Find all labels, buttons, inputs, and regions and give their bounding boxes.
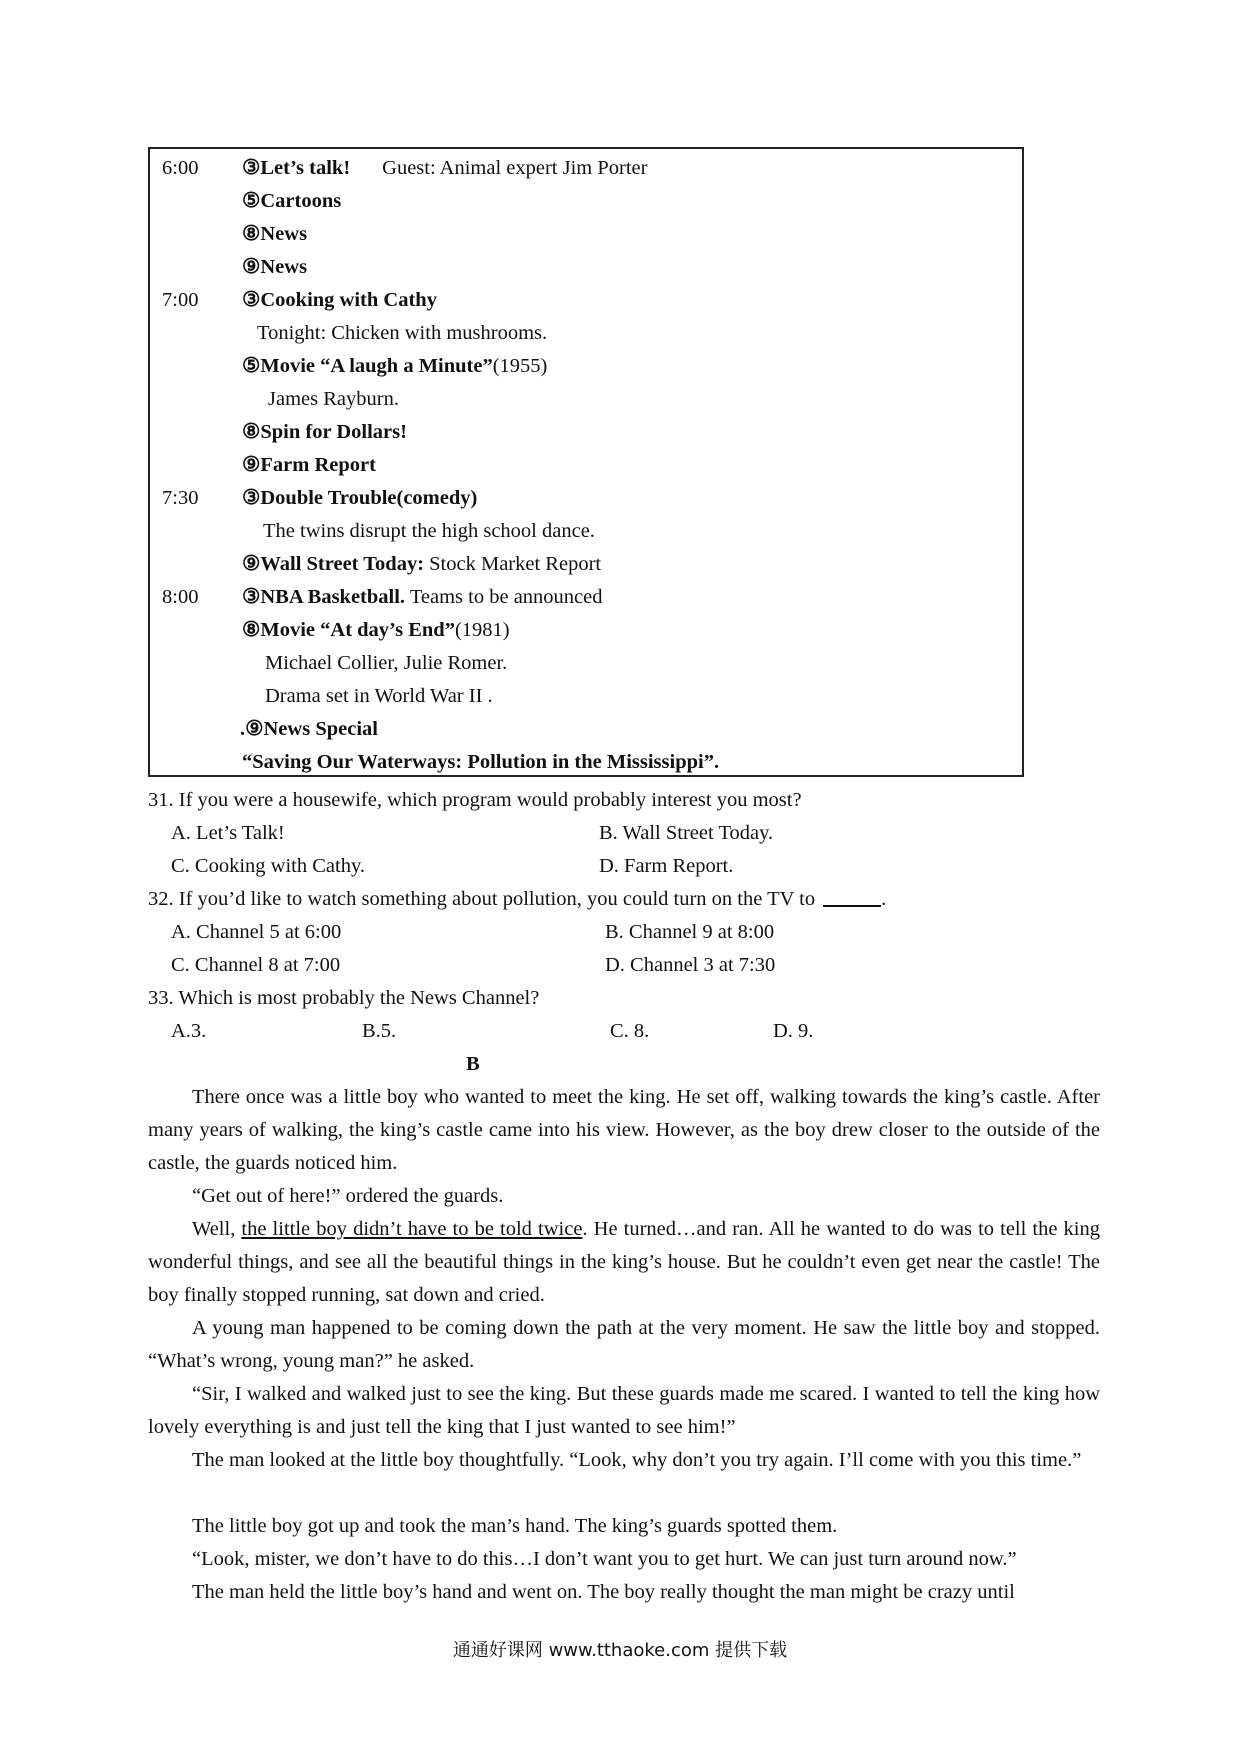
option-33-a[interactable]: A.3. [171, 1020, 207, 1042]
time-label: 6:00 [162, 157, 199, 179]
program-entry: ③Cooking with Cathy [242, 289, 437, 311]
program-description: Michael Collier, Julie Romer. [265, 652, 508, 674]
tv-schedule-box [148, 147, 1024, 777]
time-label: 7:00 [162, 289, 199, 311]
program-entry: ⑧News [242, 223, 308, 245]
option-32-b[interactable]: B. Channel 9 at 8:00 [605, 921, 775, 943]
program-entry: ⑧Spin for Dollars! [242, 421, 407, 443]
section-heading-b: B [466, 1053, 480, 1075]
passage-paragraph: A young man happened to be coming down the path at the very moment. He saw the little boy and stopped. “What’s wrong, young man?” he asked. [148, 1317, 1100, 1372]
program-entry: ⑧Movie “At day’s End”(1981) [242, 619, 510, 641]
option-31-a[interactable]: A. Let’s Talk! [171, 822, 285, 844]
option-32-d[interactable]: D. Channel 3 at 7:30 [605, 954, 776, 976]
question-32: 32. If you’d like to watch something about pollution, you could turn on the TV to . [148, 883, 886, 916]
passage-paragraph: Well, the little boy didn’t have to be told twice. He turned…and ran. All he wanted to do was to tell the king wonderful things, and see all the beautiful things in the king’s house. But he couldn’t even get near the castle! The boy finally stopped running, sat down and cried. [148, 1218, 1100, 1306]
answer-blank[interactable] [823, 883, 881, 907]
program-description: Drama set in World War II . [265, 685, 493, 707]
program-description: James Rayburn. [268, 388, 399, 410]
passage-paragraph: The little boy got up and took the man’s hand. The king’s guards spotted them. [192, 1515, 838, 1537]
option-31-b[interactable]: B. Wall Street Today. [599, 822, 774, 844]
option-31-c[interactable]: C. Cooking with Cathy. [171, 855, 365, 877]
passage-paragraph: The man looked at the little boy thoughtfully. “Look, why don’t you try again. I’ll come with you this time.” [192, 1449, 1082, 1471]
program-entry: ⑤Cartoons [242, 190, 342, 212]
program-description: The twins disrupt the high school dance. [263, 520, 595, 542]
program-entry: ③NBA Basketball. Teams to be announced [242, 586, 603, 608]
option-32-c[interactable]: C. Channel 8 at 7:00 [171, 954, 341, 976]
program-entry: ⑤Movie “A laugh a Minute”(1955) [242, 355, 548, 377]
program-description: Tonight: Chicken with mushrooms. [257, 322, 548, 344]
program-entry: .⑨News Special [240, 718, 378, 740]
program-entry: ③Let’s talk! Guest: Animal expert Jim Porter [242, 157, 648, 179]
option-33-c[interactable]: C. 8. [610, 1020, 650, 1042]
question-33: 33. Which is most probably the News Channel? [148, 987, 540, 1009]
program-entry: ⑨Farm Report [242, 454, 376, 476]
program-entry: ③Double Trouble(comedy) [242, 487, 478, 509]
passage-paragraph: “Look, mister, we don’t have to do this…I don’t want you to get hurt. We can just turn around now.” [192, 1548, 1017, 1570]
program-entry: ⑨News [242, 256, 308, 278]
passage-paragraph: “Get out of here!” ordered the guards. [192, 1185, 504, 1207]
passage-paragraph: The man held the little boy’s hand and went on. The boy really thought the man might be crazy until [192, 1581, 1015, 1603]
option-32-a[interactable]: A. Channel 5 at 6:00 [171, 921, 342, 943]
program-entry: ⑨Wall Street Today: Stock Market Report [242, 553, 602, 575]
underlined-phrase: the little boy didn’t have to be told twice [241, 1218, 583, 1240]
passage-paragraph: “Sir, I walked and walked just to see the king. But these guards made me scared. I wanted to tell the king how lovely everything is and just tell the king that I just wanted to see him!” [148, 1383, 1100, 1438]
option-33-d[interactable]: D. 9. [773, 1020, 814, 1042]
question-31: 31. If you were a housewife, which program would probably interest you most? [148, 789, 802, 811]
time-label: 8:00 [162, 586, 199, 608]
program-entry: “Saving Our Waterways: Pollution in the Mississippi”. [242, 751, 720, 773]
page-footer: 通通好课网 www.tthaoke.com 提供下载 [452, 1640, 788, 1661]
time-label: 7:30 [162, 487, 199, 509]
option-31-d[interactable]: D. Farm Report. [599, 855, 734, 877]
passage-paragraph: There once was a little boy who wanted to meet the king. He set off, walking towards the king’s castle. After many years of walking, the king’s castle came into his view. However, as the boy drew closer to the outside of the castle, the guards noticed him. [148, 1086, 1100, 1174]
option-33-b[interactable]: B.5. [362, 1020, 397, 1042]
